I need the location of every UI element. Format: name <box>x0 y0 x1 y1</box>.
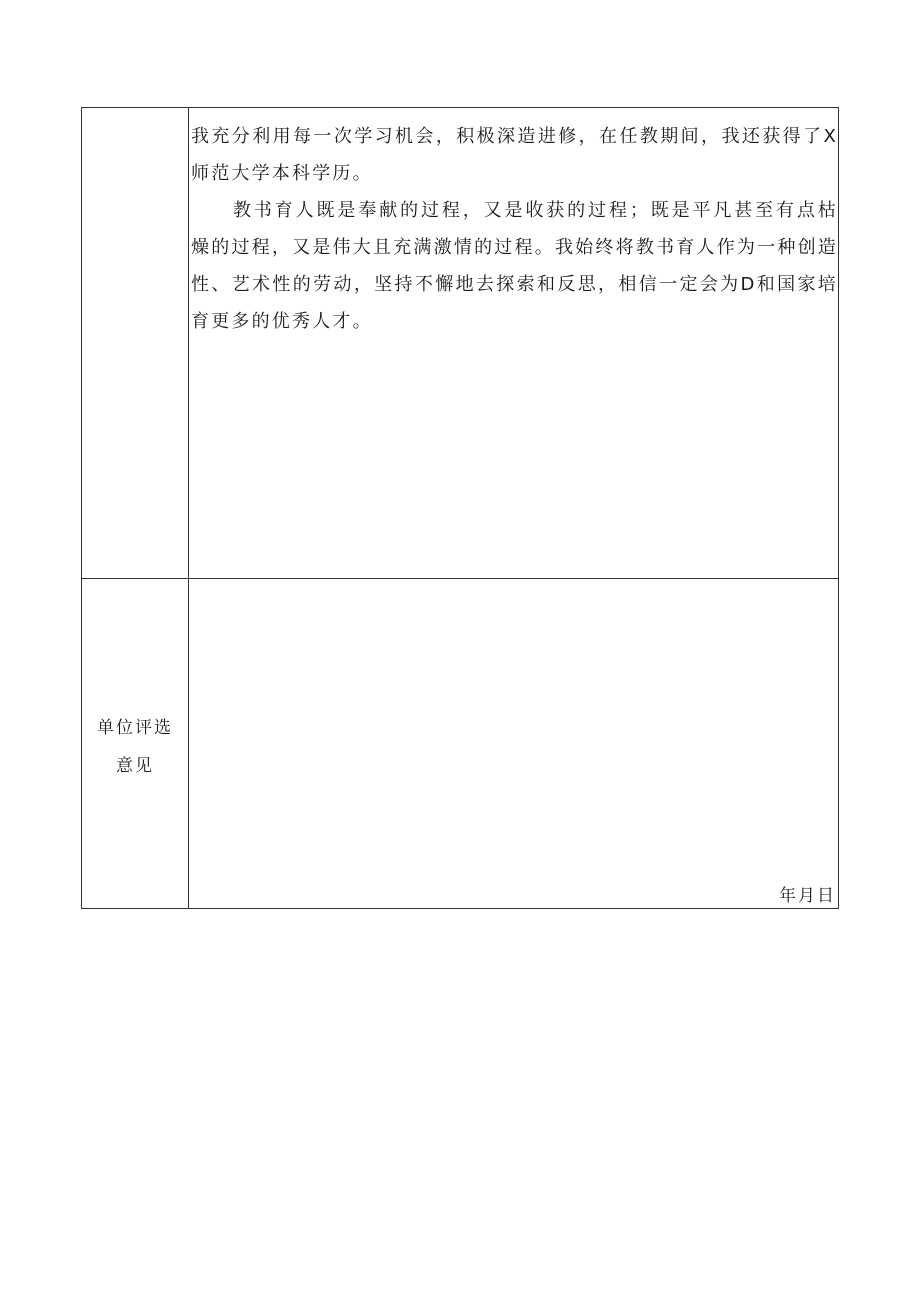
unit-opinion-label-cell <box>82 578 189 908</box>
unit-opinion-field[interactable] <box>189 578 839 908</box>
deeds-paragraph: 我充分利用每一次学习机会，积极深造进修，在任教期间，我还获得了X师范大学本科学历。 <box>191 126 838 184</box>
date-label: 年月日 <box>779 886 836 906</box>
evaluation-form-table <box>81 107 839 909</box>
deeds-label-cell <box>82 108 189 579</box>
deeds-paragraph: 教书育人既是奉献的过程，又是收获的过程；既是平凡甚至有点枯燥的过程，又是伟大且充满激情的过程。我始终将教书育人作为一种创造性、艺术性的劳动，坚持不懈地去探索和反思，相信一定会为D和国家培育更多的优秀人才。 <box>191 200 838 332</box>
unit-opinion-row <box>82 578 839 908</box>
deeds-content-cell <box>189 108 839 579</box>
unit-opinion-label: 单位评选意见 <box>97 717 173 776</box>
deeds-text <box>189 108 838 340</box>
deeds-row <box>82 108 839 579</box>
